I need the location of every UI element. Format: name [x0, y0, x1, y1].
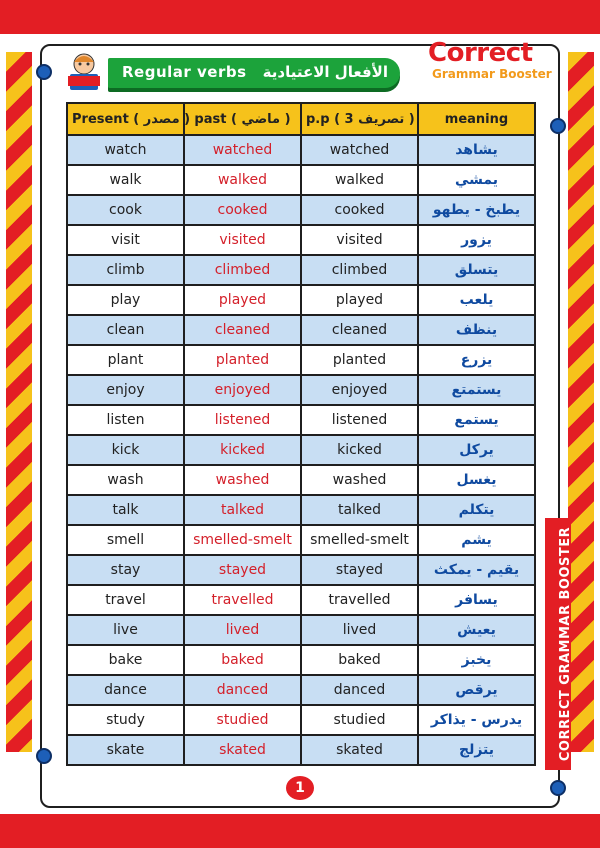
table-row [67, 135, 535, 165]
cell-past: visited [184, 225, 301, 255]
table-row [67, 435, 535, 465]
cell-meaning: يمشي [418, 165, 535, 195]
cell-past: planted [184, 345, 301, 375]
cell-pp: talked [301, 495, 418, 525]
cell-meaning: يستمع [418, 405, 535, 435]
cell-past: talked [184, 495, 301, 525]
cell-meaning: يشم [418, 525, 535, 555]
cell-meaning: يخبز [418, 645, 535, 675]
cell-past: climbed [184, 255, 301, 285]
table-row [67, 735, 535, 765]
table-row [67, 255, 535, 285]
cell-pp: walked [301, 165, 418, 195]
cell-meaning: يشاهد [418, 135, 535, 165]
table-row [67, 615, 535, 645]
cell-present: walk [67, 165, 184, 195]
cell-pp: studied [301, 705, 418, 735]
cell-past: travelled [184, 585, 301, 615]
cell-meaning: يرقص [418, 675, 535, 705]
cell-past: kicked [184, 435, 301, 465]
top-red-band [0, 0, 600, 34]
cell-present: plant [67, 345, 184, 375]
column-header-past: past ( ماضي ) [184, 103, 301, 135]
cell-pp: cooked [301, 195, 418, 225]
column-header-present: Present ( مصدر ) [67, 103, 184, 135]
brand-title: Correct [428, 38, 533, 68]
cell-past: smelled-smelt [184, 525, 301, 555]
cell-present: wash [67, 465, 184, 495]
cell-present: bake [67, 645, 184, 675]
cell-present: clean [67, 315, 184, 345]
page-number-badge: 1 [286, 776, 314, 800]
vertical-brand-text: CORRECT GRAMMAR BOOSTER [558, 526, 573, 762]
table-row [67, 585, 535, 615]
table-row [67, 555, 535, 585]
table-row [67, 165, 535, 195]
cell-present: visit [67, 225, 184, 255]
table-row [67, 285, 535, 315]
cell-present: kick [67, 435, 184, 465]
header-title-ar: الأفعال الاعتيادية [262, 63, 388, 81]
cell-past: watched [184, 135, 301, 165]
table-row [67, 225, 535, 255]
cell-present: dance [67, 675, 184, 705]
table-header-row [67, 103, 535, 135]
cell-past: played [184, 285, 301, 315]
table-row [67, 405, 535, 435]
cell-meaning: يدرس - يذاكر [418, 705, 535, 735]
table-row [67, 345, 535, 375]
cell-present: travel [67, 585, 184, 615]
table-row [67, 525, 535, 555]
brand-subtitle: Grammar Booster [432, 67, 552, 81]
cell-meaning: يزور [418, 225, 535, 255]
cell-meaning: يتكلم [418, 495, 535, 525]
cell-pp: smelled-smelt [301, 525, 418, 555]
cell-past: stayed [184, 555, 301, 585]
cell-meaning: ينظف [418, 315, 535, 345]
table-row [67, 375, 535, 405]
table-row [67, 645, 535, 675]
cell-pp: visited [301, 225, 418, 255]
frame-dot-icon [36, 748, 52, 764]
cell-meaning: يركل [418, 435, 535, 465]
left-striped-border [6, 52, 32, 752]
cell-past: studied [184, 705, 301, 735]
cell-present: smell [67, 525, 184, 555]
cell-pp: skated [301, 735, 418, 765]
cell-past: listened [184, 405, 301, 435]
cell-pp: climbed [301, 255, 418, 285]
cell-present: enjoy [67, 375, 184, 405]
cell-meaning: يلعب [418, 285, 535, 315]
cell-meaning: يقيم - يمكث [418, 555, 535, 585]
cell-pp: enjoyed [301, 375, 418, 405]
cell-present: study [67, 705, 184, 735]
cell-meaning: يزرع [418, 345, 535, 375]
cell-meaning: يعيش [418, 615, 535, 645]
table-row [67, 675, 535, 705]
cell-meaning: يسافر [418, 585, 535, 615]
column-header-meaning: meaning [418, 103, 535, 135]
cell-pp: planted [301, 345, 418, 375]
cell-present: climb [67, 255, 184, 285]
table-row [67, 465, 535, 495]
cell-past: cooked [184, 195, 301, 225]
cell-present: stay [67, 555, 184, 585]
cell-meaning: يستمتع [418, 375, 535, 405]
column-header-pp: p.p ( تصريف 3 ) [301, 103, 418, 135]
cell-present: live [67, 615, 184, 645]
cell-present: watch [67, 135, 184, 165]
frame-dot-icon [550, 780, 566, 796]
cell-past: danced [184, 675, 301, 705]
cell-pp: stayed [301, 555, 418, 585]
cell-meaning: يتزلج [418, 735, 535, 765]
mascot-reading-icon [62, 50, 106, 94]
cell-past: baked [184, 645, 301, 675]
header-title-en: Regular verbs [122, 63, 247, 81]
verbs-table [66, 102, 536, 766]
cell-pp: cleaned [301, 315, 418, 345]
cell-present: listen [67, 405, 184, 435]
cell-past: enjoyed [184, 375, 301, 405]
cell-pp: danced [301, 675, 418, 705]
frame-dot-icon [36, 64, 52, 80]
table-row [67, 495, 535, 525]
cell-pp: listened [301, 405, 418, 435]
cell-past: skated [184, 735, 301, 765]
cell-present: talk [67, 495, 184, 525]
cell-pp: watched [301, 135, 418, 165]
table-row [67, 705, 535, 735]
cell-pp: baked [301, 645, 418, 675]
cell-meaning: يغسل [418, 465, 535, 495]
cell-meaning: يطبخ - يطهو [418, 195, 535, 225]
cell-pp: kicked [301, 435, 418, 465]
cell-past: washed [184, 465, 301, 495]
bottom-red-band [0, 814, 600, 848]
cell-meaning: يتسلق [418, 255, 535, 285]
cell-present: skate [67, 735, 184, 765]
frame-dot-icon [550, 118, 566, 134]
cell-past: walked [184, 165, 301, 195]
cell-present: cook [67, 195, 184, 225]
cell-pp: washed [301, 465, 418, 495]
table-row [67, 315, 535, 345]
cell-past: cleaned [184, 315, 301, 345]
cell-past: lived [184, 615, 301, 645]
cell-pp: played [301, 285, 418, 315]
cell-pp: travelled [301, 585, 418, 615]
table-row [67, 195, 535, 225]
cell-pp: lived [301, 615, 418, 645]
cell-present: play [67, 285, 184, 315]
